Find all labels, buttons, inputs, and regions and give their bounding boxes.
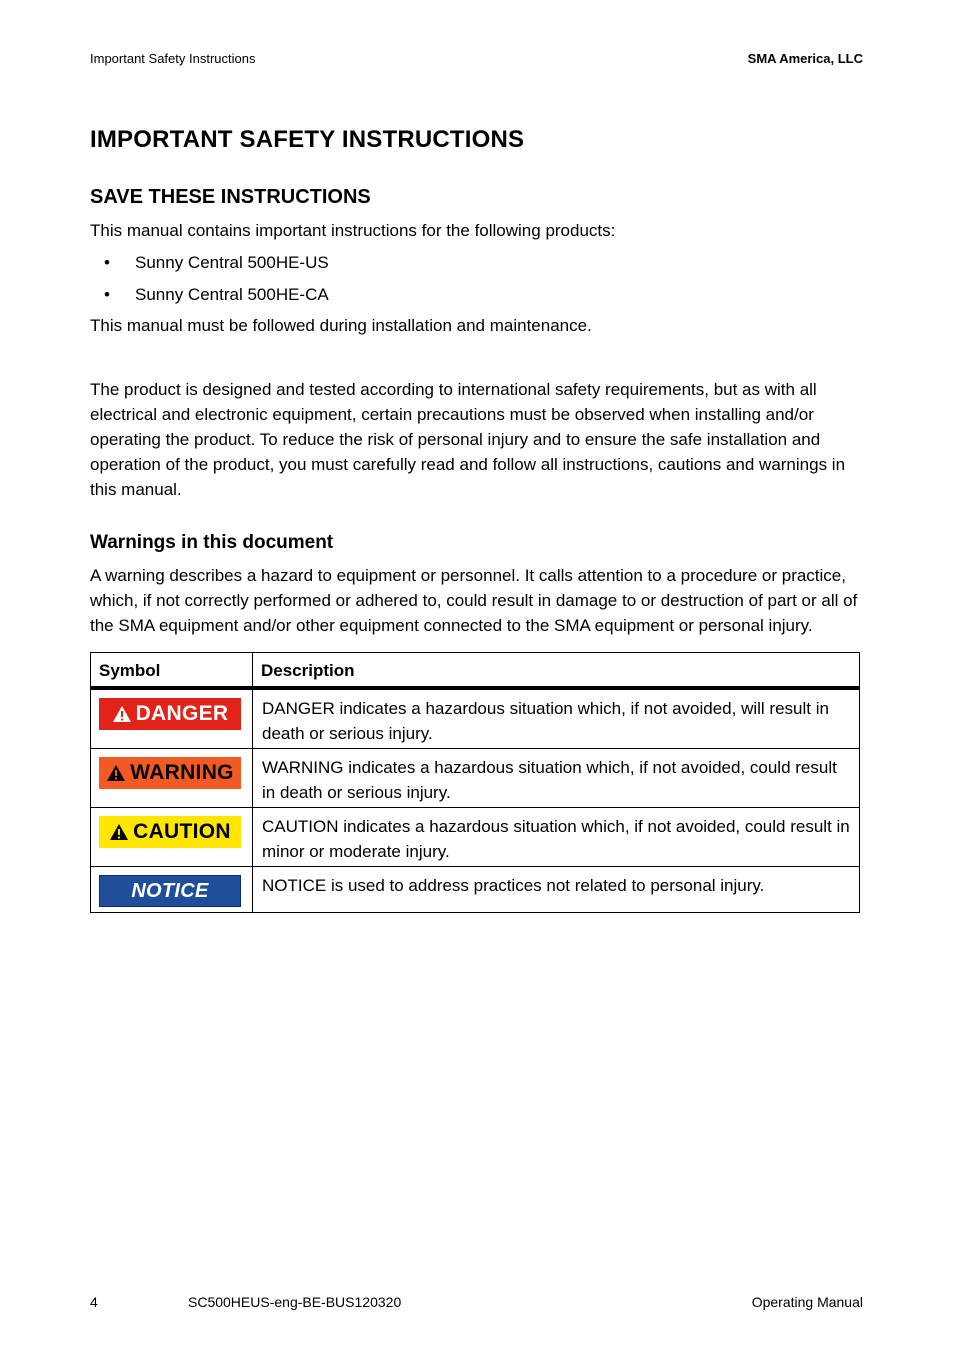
bullet-icon: • [104, 253, 110, 272]
table-header-row [91, 653, 860, 689]
warning-symbols-table [90, 652, 860, 913]
warning-badge [99, 757, 241, 789]
description-cell: CAUTION indicates a hazardous situation which, if not avoided, could result in minor or moderate injury. [253, 808, 860, 867]
notice-badge [99, 875, 241, 907]
product-list [90, 250, 329, 314]
badge-label: NOTICE [131, 880, 209, 902]
symbol-cell [91, 749, 253, 808]
description-cell: WARNING indicates a hazardous situation which, if not avoided, could result in death or serious injury. [253, 749, 860, 808]
description-cell: NOTICE is used to address practices not related to personal injury. [253, 867, 860, 913]
product-name: Sunny Central 500HE-US [135, 253, 329, 272]
page-header [90, 50, 863, 68]
page-footer [90, 1292, 863, 1312]
bullet-icon: • [104, 285, 110, 304]
header-company: SMA America, LLC [747, 51, 863, 66]
symbol-cell [91, 867, 253, 913]
warnings-description: A warning describes a hazard to equipment or personnel. It calls attention to a procedure or practice, which, if not correctly performed or adhered to, could result in damage to or destruction of part or all of the SMA equipment and/or other equipment connected to the SMA equipment or personal injury. [90, 566, 858, 635]
badge-label: DANGER [135, 702, 229, 725]
warning-triangle-icon [112, 705, 132, 723]
description-cell: DANGER indicates a hazardous situation which, if not avoided, will result in death or serious injury. [253, 688, 860, 749]
table-row [91, 749, 860, 808]
list-item [90, 282, 329, 314]
badge-label: WARNING [130, 761, 234, 784]
danger-badge [99, 698, 241, 730]
list-item [90, 250, 329, 282]
table-row [91, 808, 860, 867]
document-type: Operating Manual [751, 1294, 863, 1310]
header-section-title: Important Safety Instructions [90, 51, 256, 66]
product-name: Sunny Central 500HE-CA [135, 285, 329, 304]
description-column-header: Description [253, 653, 860, 689]
symbol-cell [91, 688, 253, 749]
symbol-cell [91, 808, 253, 867]
page-title: IMPORTANT SAFETY INSTRUCTIONS [90, 126, 525, 153]
document-id: SC500HEUS-eng-BE-BUS120320 [188, 1294, 402, 1310]
products-intro-text: This manual contains important instructions for the following products: [90, 221, 616, 240]
page-number: 4 [90, 1294, 98, 1310]
warning-triangle-icon [109, 823, 129, 841]
caution-badge [99, 816, 241, 848]
warnings-heading: Warnings in this document [90, 532, 334, 553]
table-row [91, 867, 860, 913]
save-instructions-heading: SAVE THESE INSTRUCTIONS [90, 186, 371, 208]
badge-label: CAUTION [133, 820, 231, 843]
table-row [91, 688, 860, 749]
warning-triangle-icon [106, 764, 126, 782]
symbol-column-header: Symbol [91, 653, 253, 689]
safety-design-paragraph: The product is designed and tested according to international safety requirements, but as with all electrical and electronic equipment, certain precautions must be observed when installing and/or operating the product. To reduce the risk of personal injury and to ensure the safe installation and operation of the product, you must carefully read and follow all instructions, cautions and warnings in this manual. [90, 380, 846, 499]
manual-followed-text: This manual must be followed during installation and maintenance. [90, 316, 592, 335]
